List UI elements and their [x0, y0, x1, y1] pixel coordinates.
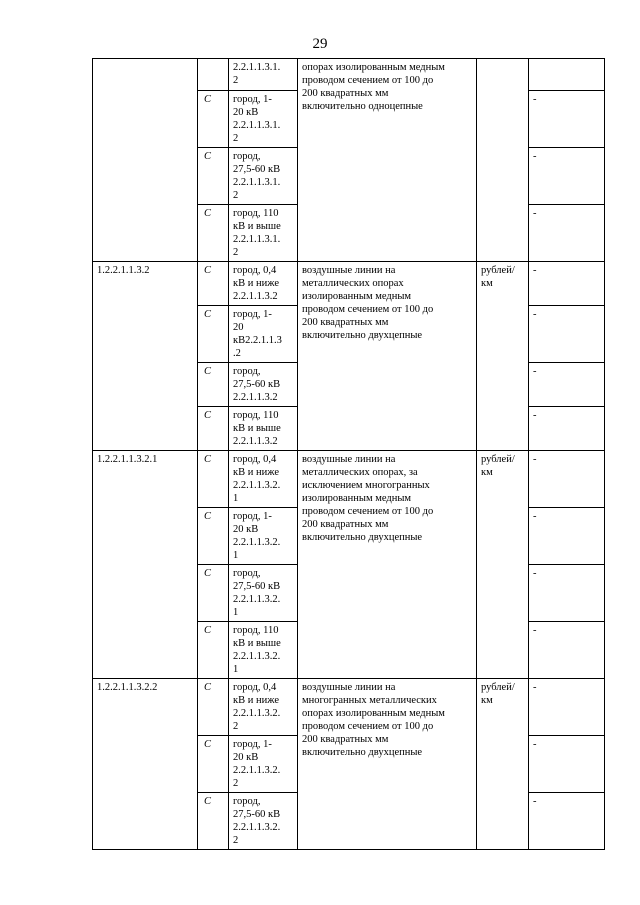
s-cell: С: [198, 407, 229, 451]
s-cell: С: [198, 262, 229, 306]
s-cell: С: [198, 679, 229, 736]
description-cell: воздушные линии на многогранных металлических опорах изолированным медным проводом сечением от 100 до 200 квадратных мм включительно двухцепные: [298, 679, 477, 850]
value-cell: -: [529, 262, 605, 306]
code-cell: [93, 59, 198, 262]
device-cell: город, 0,4 кВ и ниже 2.2.1.1.3.2: [229, 262, 298, 306]
value-cell: -: [529, 622, 605, 679]
description-cell: воздушные линии на металлических опорах изолированным медным проводом сечением от 100 до 200 квадратных мм включительно двухцепные: [298, 262, 477, 451]
description-cell: воздушные линии на металлических опорах, за исключением многогранных изолированным медным проводом сечением от 100 до 200 квадратных мм включительно двухцепные: [298, 451, 477, 679]
table-row: [93, 59, 605, 91]
device-cell: 2.2.1.1.3.1. 2: [229, 59, 298, 91]
device-cell: город, 27,5-60 кВ 2.2.1.1.3.2. 1: [229, 565, 298, 622]
value-cell: -: [529, 363, 605, 407]
s-cell: С: [198, 306, 229, 363]
device-cell: город, 1- 20 кВ2.2.1.1.3 .2: [229, 306, 298, 363]
s-cell: С: [198, 736, 229, 793]
s-cell: С: [198, 363, 229, 407]
s-cell: С: [198, 451, 229, 508]
code-cell: 1.2.2.1.1.3.2.1: [93, 451, 198, 679]
code-cell: 1.2.2.1.1.3.2: [93, 262, 198, 451]
value-cell: -: [529, 148, 605, 205]
value-cell: -: [529, 306, 605, 363]
value-cell: -: [529, 793, 605, 850]
s-cell: С: [198, 793, 229, 850]
device-cell: город, 1- 20 кВ 2.2.1.1.3.2. 1: [229, 508, 298, 565]
value-cell: -: [529, 205, 605, 262]
device-cell: город, 0,4 кВ и ниже 2.2.1.1.3.2. 1: [229, 451, 298, 508]
value-cell: -: [529, 451, 605, 508]
s-cell: С: [198, 91, 229, 148]
table-row: [93, 262, 605, 306]
device-cell: город, 27,5-60 кВ 2.2.1.1.3.2. 2: [229, 793, 298, 850]
s-cell: С: [198, 205, 229, 262]
table-row: [93, 451, 605, 508]
device-cell: город, 110 кВ и выше 2.2.1.1.3.2. 1: [229, 622, 298, 679]
unit-cell: [477, 59, 529, 262]
value-cell: -: [529, 407, 605, 451]
page-number: 29: [312, 36, 328, 52]
device-cell: город, 110 кВ и выше 2.2.1.1.3.1. 2: [229, 205, 298, 262]
s-cell: С: [198, 565, 229, 622]
value-cell: -: [529, 679, 605, 736]
value-cell: -: [529, 91, 605, 148]
s-cell: С: [198, 508, 229, 565]
s-cell: [198, 59, 229, 91]
device-cell: город, 1- 20 кВ 2.2.1.1.3.2. 2: [229, 736, 298, 793]
device-cell: город, 1- 20 кВ 2.2.1.1.3.1. 2: [229, 91, 298, 148]
description-cell: опорах изолированным медным проводом сечением от 100 до 200 квадратных мм включительно одноцепные: [298, 59, 477, 262]
device-cell: город, 27,5-60 кВ 2.2.1.1.3.1. 2: [229, 148, 298, 205]
value-cell: -: [529, 508, 605, 565]
value-cell: -: [529, 736, 605, 793]
value-cell: -: [529, 565, 605, 622]
rates-table: [92, 58, 605, 850]
value-cell: [529, 59, 605, 91]
unit-cell: рублей/ км: [477, 451, 529, 679]
device-cell: город, 0,4 кВ и ниже 2.2.1.1.3.2. 2: [229, 679, 298, 736]
device-cell: город, 110 кВ и выше 2.2.1.1.3.2: [229, 407, 298, 451]
s-cell: С: [198, 148, 229, 205]
table-row: [93, 679, 605, 736]
code-cell: 1.2.2.1.1.3.2.2: [93, 679, 198, 850]
unit-cell: рублей/ км: [477, 262, 529, 451]
device-cell: город, 27,5-60 кВ 2.2.1.1.3.2: [229, 363, 298, 407]
unit-cell: рублей/ км: [477, 679, 529, 850]
s-cell: С: [198, 622, 229, 679]
